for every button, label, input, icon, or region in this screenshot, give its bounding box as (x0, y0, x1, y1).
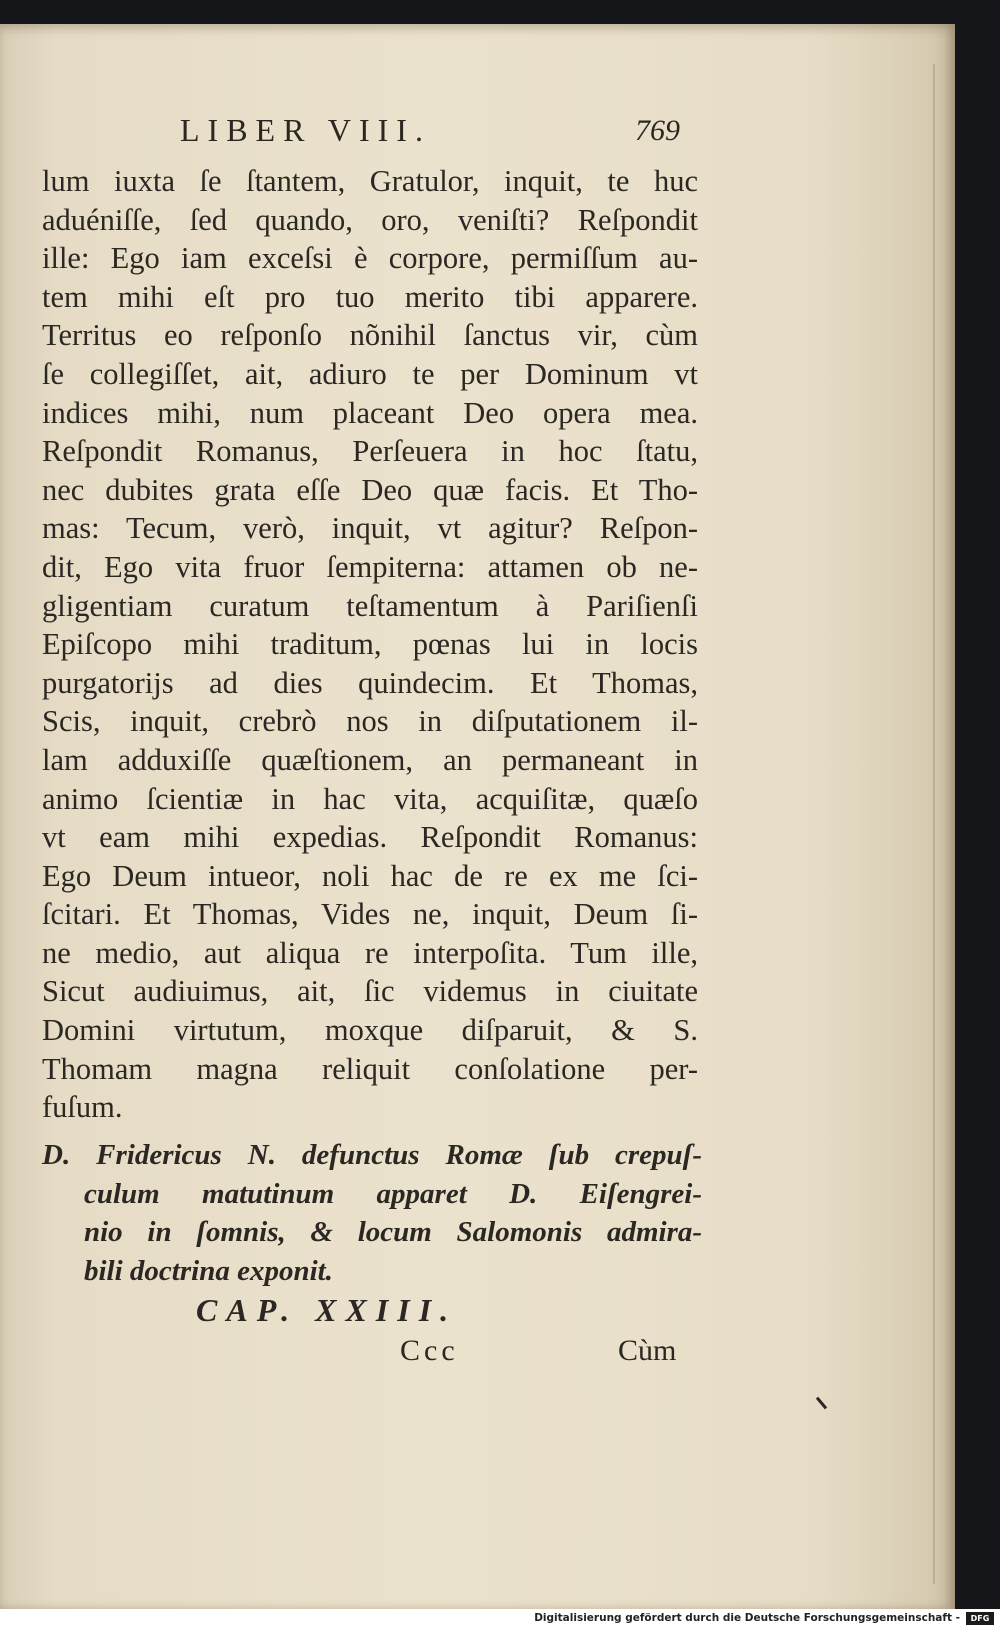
text-line: fuſum. (42, 1090, 123, 1125)
summary-line: nio in ſomnis, & locum Salomonis admira- (84, 1216, 702, 1248)
text-line: Reſpondit Romanus, Perſeuera in hoc ſtatu, (42, 434, 698, 469)
text-line: animo ſcientiæ in hac vita, acquiſitæ, quæſo (42, 781, 698, 816)
text-line: dit, Ego vita fruor ſempiterna: attamen ob ne- (42, 549, 698, 584)
page-number: 769 (635, 114, 680, 147)
text-line: Scis, inquit, crebrò nos in diſputationem il- (42, 704, 698, 739)
text-line: purgatorijs ad dies quindecim. Et Thomas, (42, 665, 698, 700)
footer-credit: Digitalisierung gefördert durch die Deutsche Forschungsgemeinschaft - (534, 1612, 960, 1624)
text-line: vt eam mihi expedias. Reſpondit Romanus: (42, 820, 698, 855)
body-text (42, 162, 698, 1127)
summary-line: bili doctrina exponit. (84, 1254, 333, 1287)
running-head-title: LIBER VIII. (180, 112, 431, 148)
running-head (180, 112, 700, 152)
book-page (0, 24, 955, 1609)
text-line: ille: Ego iam exceſsi è corpore, permiſſum au- (42, 241, 698, 276)
text-line: ſcitari. Et Thomas, Vides ne, inquit, Deum ſi- (42, 897, 698, 932)
text-line: ſe collegiſſet, ait, adiuro te per Dominum vt (42, 356, 698, 391)
text-line: lam adduxiſſe quæſtionem, an permaneant in (42, 742, 698, 777)
dfg-logo-icon: DFG (966, 1612, 994, 1625)
text-line: lum iuxta ſe ſtantem, Gratulor, inquit, te huc (42, 164, 698, 198)
text-line: aduéniſſe, ſed quando, oro, veniſti? Reſpondit (42, 202, 698, 237)
text-line: Territus eo reſponſo nõnihil ſanctus vir, cùm (42, 318, 698, 353)
text-line: nec dubites grata eſſe Deo quæ facis. Et Tho- (42, 472, 698, 507)
text-line: Domini virtutum, moxque diſparuit, & S. (42, 1013, 698, 1048)
digitization-footer (0, 1609, 1000, 1628)
text-line: Ego Deum intueor, noli hac de re ex me ſci- (42, 858, 698, 893)
text-line: indices mihi, num placeant Deo opera mea. (42, 395, 698, 430)
chapter-heading: CAP. XXIII. (196, 1292, 458, 1328)
text-line: mas: Tecum, verò, inquit, vt agitur? Reſpon- (42, 511, 698, 546)
text-line: tem mihi eſt pro tuo merito tibi apparere. (42, 279, 698, 314)
catchword: Cùm (618, 1334, 677, 1367)
text-line: ne medio, aut aliqua re interpoſita. Tum ille, (42, 935, 698, 970)
chapter-summary (42, 1136, 702, 1290)
summary-line: culum matutinum apparet D. Eiſengrei- (84, 1177, 702, 1210)
text-line: gligentiam curatum teſtamentum à Pariſienſi (42, 588, 698, 623)
text-line: Epiſcopo mihi traditum, pœnas lui in locis (42, 627, 698, 662)
page-edge-shadow (933, 64, 935, 1584)
summary-line: D. Fridericus N. defunctus Romæ ſub crepuſ- (42, 1139, 702, 1171)
text-line: Thomam magna reliquit conſolatione per- (42, 1051, 698, 1086)
text-line: Sicut audiuimus, ait, ſic videmus in ciuitate (42, 974, 698, 1009)
signature-mark: Ccc (400, 1334, 459, 1367)
ink-mark (816, 1397, 827, 1410)
